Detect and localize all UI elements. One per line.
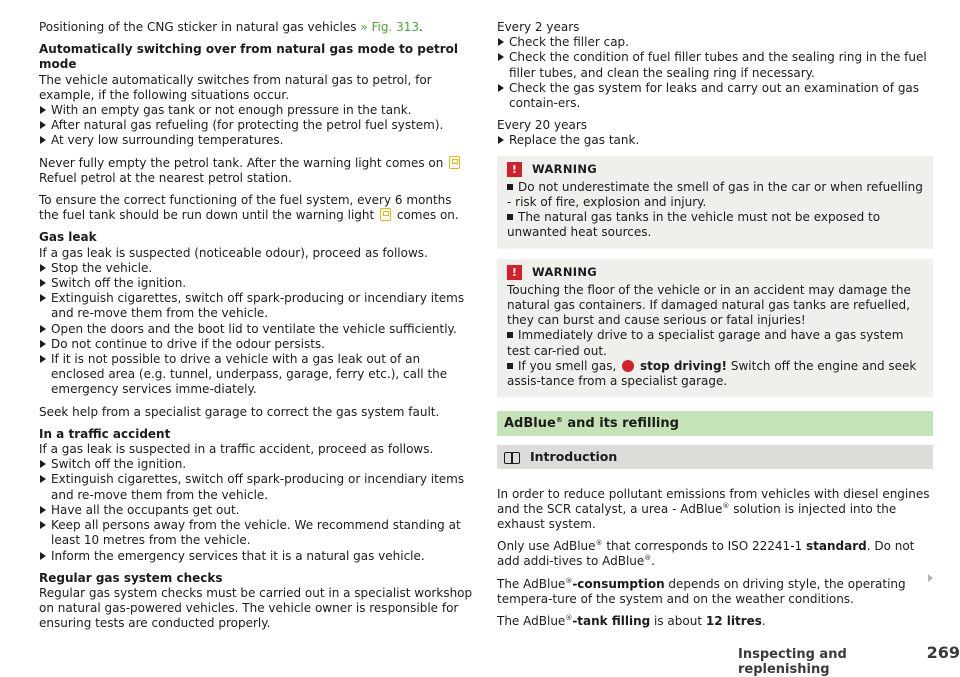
ensure-function-note bbox=[39, 193, 475, 223]
registered-mark: ® bbox=[595, 539, 603, 548]
list-item: Extinguish cigarettes, switch off spark-producing or incendiary items and re-move them from the vehicle. bbox=[39, 291, 475, 321]
registered-mark: ® bbox=[722, 501, 730, 510]
page-footer bbox=[738, 645, 960, 677]
warning-box bbox=[497, 259, 933, 398]
list-item: After natural gas refueling (for protecting the petrol fuel system). bbox=[39, 118, 475, 133]
continue-arrow-icon bbox=[928, 574, 933, 582]
standard-text: standard bbox=[805, 539, 867, 554]
registered-mark: ® bbox=[565, 614, 573, 623]
adblue-para-1 bbox=[497, 487, 933, 533]
registered-mark: ® bbox=[644, 554, 652, 563]
square-bullet-icon bbox=[507, 332, 513, 338]
warning-item-text: If you smell gas, bbox=[518, 358, 617, 373]
every-2-years-heading: Every 2 years bbox=[497, 20, 580, 34]
auto-switch-heading: Automatically switching over from natural gas mode to petrol mode bbox=[39, 42, 459, 72]
fuel-warning-light-icon bbox=[380, 208, 391, 221]
warning-text: Touching the floor of the vehicle or in an accident may damage the natural gas containers. If damaged natural gas tanks are refuelled, they can burst and cause serious or fatal injuries! bbox=[507, 282, 911, 328]
period: . bbox=[651, 554, 656, 569]
refuel-text: Refuel petrol at the nearest petrol station. bbox=[39, 170, 292, 185]
checks-section bbox=[39, 571, 475, 632]
ensure-text: To ensure the correct functioning of the fuel system, every 6 months the fuel tank should be run down until the warning light bbox=[39, 193, 452, 223]
right-column bbox=[497, 20, 933, 636]
warning-header bbox=[507, 265, 923, 280]
square-bullet-icon bbox=[507, 214, 513, 220]
adblue-para-4 bbox=[497, 614, 933, 629]
adblue-para-2 bbox=[497, 539, 933, 569]
warning-item bbox=[507, 328, 923, 358]
never-empty-note bbox=[39, 156, 475, 186]
para-text: In order to reduce pollutant emissions from vehicles with diesel engines and the SCR catalyst, a urea - AdBlue bbox=[497, 486, 930, 516]
list-item: Switch off the ignition. bbox=[39, 276, 475, 291]
stop-driving-text: stop driving! bbox=[639, 358, 728, 373]
period: . bbox=[761, 614, 766, 629]
warning-item bbox=[507, 210, 923, 240]
para-text: that corresponds to ISO 22241-1 bbox=[602, 539, 806, 554]
figure-link[interactable]: » Fig. 313 bbox=[360, 20, 419, 34]
accident-heading: In a traffic accident bbox=[39, 426, 171, 441]
para-text: Only use AdBlue bbox=[497, 539, 596, 554]
auto-switch-intro: The vehicle automatically switches from natural gas to petrol, for example, if the following situations occur. bbox=[39, 72, 432, 102]
list-item: Check the filler cap. bbox=[497, 35, 933, 50]
list-item: Check the gas system for leaks and carry out an examination of gas contain-ers. bbox=[497, 81, 933, 111]
book-icon bbox=[504, 452, 520, 463]
left-column bbox=[39, 20, 475, 639]
introduction-heading bbox=[497, 445, 933, 468]
list-item: Open the doors and the boot lid to ventilate the vehicle sufficiently. bbox=[39, 322, 475, 337]
para-text: solution is injected into the exhaust system. bbox=[497, 501, 897, 532]
list-item: Check the condition of fuel filler tubes and the sealing ring in the fuel filler tubes, and clean the sealing ring if necessary. bbox=[497, 50, 933, 80]
warning-header bbox=[507, 162, 923, 177]
gas-leak-heading: Gas leak bbox=[39, 230, 97, 245]
list-item: Extinguish cigarettes, switch off spark-producing or incendiary items and re-move them from the vehicle. bbox=[39, 472, 475, 502]
warning-exclamation-icon: ! bbox=[507, 265, 522, 280]
checks-text: Regular gas system checks must be carried out in a specialist workshop on natural gas-powered vehicles. The vehicle owner is responsible for ensuring tests are conducted properly. bbox=[39, 585, 473, 631]
adblue-para-3 bbox=[497, 577, 933, 607]
litres-text: 12 litres bbox=[705, 614, 762, 629]
warning-item bbox=[507, 180, 923, 210]
comes-on-text: comes on. bbox=[396, 208, 459, 223]
para-text: is about bbox=[650, 614, 706, 629]
para-text: The AdBlue bbox=[497, 576, 566, 591]
warning-item-text: The natural gas tanks in the vehicle must not be exposed to unwanted heat sources. bbox=[507, 210, 881, 240]
list-item: Have all the occupants get out. bbox=[39, 503, 475, 518]
accident-intro: If a gas leak is suspected in a traffic accident, proceed as follows. bbox=[39, 442, 434, 457]
list-item: Inform the emergency services that it is a natural gas vehicle. bbox=[39, 549, 475, 564]
refilling-text: and its refilling bbox=[562, 416, 679, 432]
cng-sticker-note bbox=[39, 20, 475, 35]
auto-switch-section bbox=[39, 42, 475, 148]
checks-heading: Regular gas system checks bbox=[39, 570, 223, 585]
cng-sticker-text: Positioning of the CNG sticker in natural gas vehicles bbox=[39, 20, 361, 34]
gas-leak-intro: If a gas leak is suspected (noticeable odour), proceed as follows. bbox=[39, 245, 428, 260]
page-number: 269 bbox=[926, 643, 960, 662]
warning-item-text: Switch off the engine and seek assis-tance from a specialist garage. bbox=[507, 358, 917, 389]
list-item: Stop the vehicle. bbox=[39, 261, 475, 276]
warning-item bbox=[507, 359, 923, 389]
list-item: With an empty gas tank or not enough pressure in the tank. bbox=[39, 103, 475, 118]
seek-help-note: Seek help from a specialist garage to correct the gas system fault. bbox=[39, 404, 440, 419]
list-item: Replace the gas tank. bbox=[497, 133, 933, 148]
list-item: At very low surrounding temperatures. bbox=[39, 133, 475, 148]
warning-item-text: Do not underestimate the smell of gas in the car or when refuelling - risk of fire, explosion and injury. bbox=[507, 179, 923, 210]
list-item: Do not continue to drive if the odour persists. bbox=[39, 337, 475, 352]
period: . bbox=[418, 20, 423, 34]
adblue-word: AdBlue bbox=[504, 416, 556, 432]
adblue-section-heading bbox=[497, 411, 933, 436]
para-text: . Do not add addi-tives to AdBlue bbox=[497, 539, 915, 569]
introduction-title: Introduction bbox=[530, 449, 618, 465]
consumption-text: -consumption bbox=[572, 576, 665, 591]
warning-title: WARNING bbox=[532, 264, 597, 279]
warning-box bbox=[497, 156, 933, 249]
every-2-years-section bbox=[497, 20, 933, 111]
list-item: Switch off the ignition. bbox=[39, 457, 475, 472]
fuel-warning-light-icon bbox=[449, 156, 460, 169]
never-empty-text: Never fully empty the petrol tank. After the warning light comes on bbox=[39, 155, 444, 170]
warning-title: WARNING bbox=[532, 161, 597, 176]
warning-exclamation-icon: ! bbox=[507, 162, 522, 177]
gas-leak-section bbox=[39, 230, 475, 397]
square-bullet-icon bbox=[507, 184, 513, 190]
stop-icon bbox=[622, 360, 634, 372]
warning-item-text: Immediately drive to a specialist garage and have a gas system test car-ried out. bbox=[507, 328, 904, 358]
list-item: Keep all persons away from the vehicle. We recommend standing at least 10 metres from the vehicle. bbox=[39, 518, 475, 548]
registered-mark: ® bbox=[555, 416, 563, 425]
list-item: If it is not possible to drive a vehicle with a gas leak out of an enclosed area (e.g. tunnel, underpass, garage, ferry etc.), call the emergency services imme-diately. bbox=[39, 352, 475, 398]
accident-section bbox=[39, 427, 475, 564]
tank-filling-text: -tank filling bbox=[572, 614, 651, 629]
para-text: depends on driving style, the operating tempera-ture of the system and on the weather conditions. bbox=[497, 576, 906, 606]
square-bullet-icon bbox=[507, 363, 513, 369]
footer-section-title: Inspecting and replenishing bbox=[738, 647, 847, 677]
para-text: The AdBlue bbox=[497, 614, 566, 629]
every-20-years-heading: Every 20 years bbox=[497, 118, 588, 133]
registered-mark: ® bbox=[565, 576, 573, 585]
every-20-years-section bbox=[497, 118, 933, 148]
